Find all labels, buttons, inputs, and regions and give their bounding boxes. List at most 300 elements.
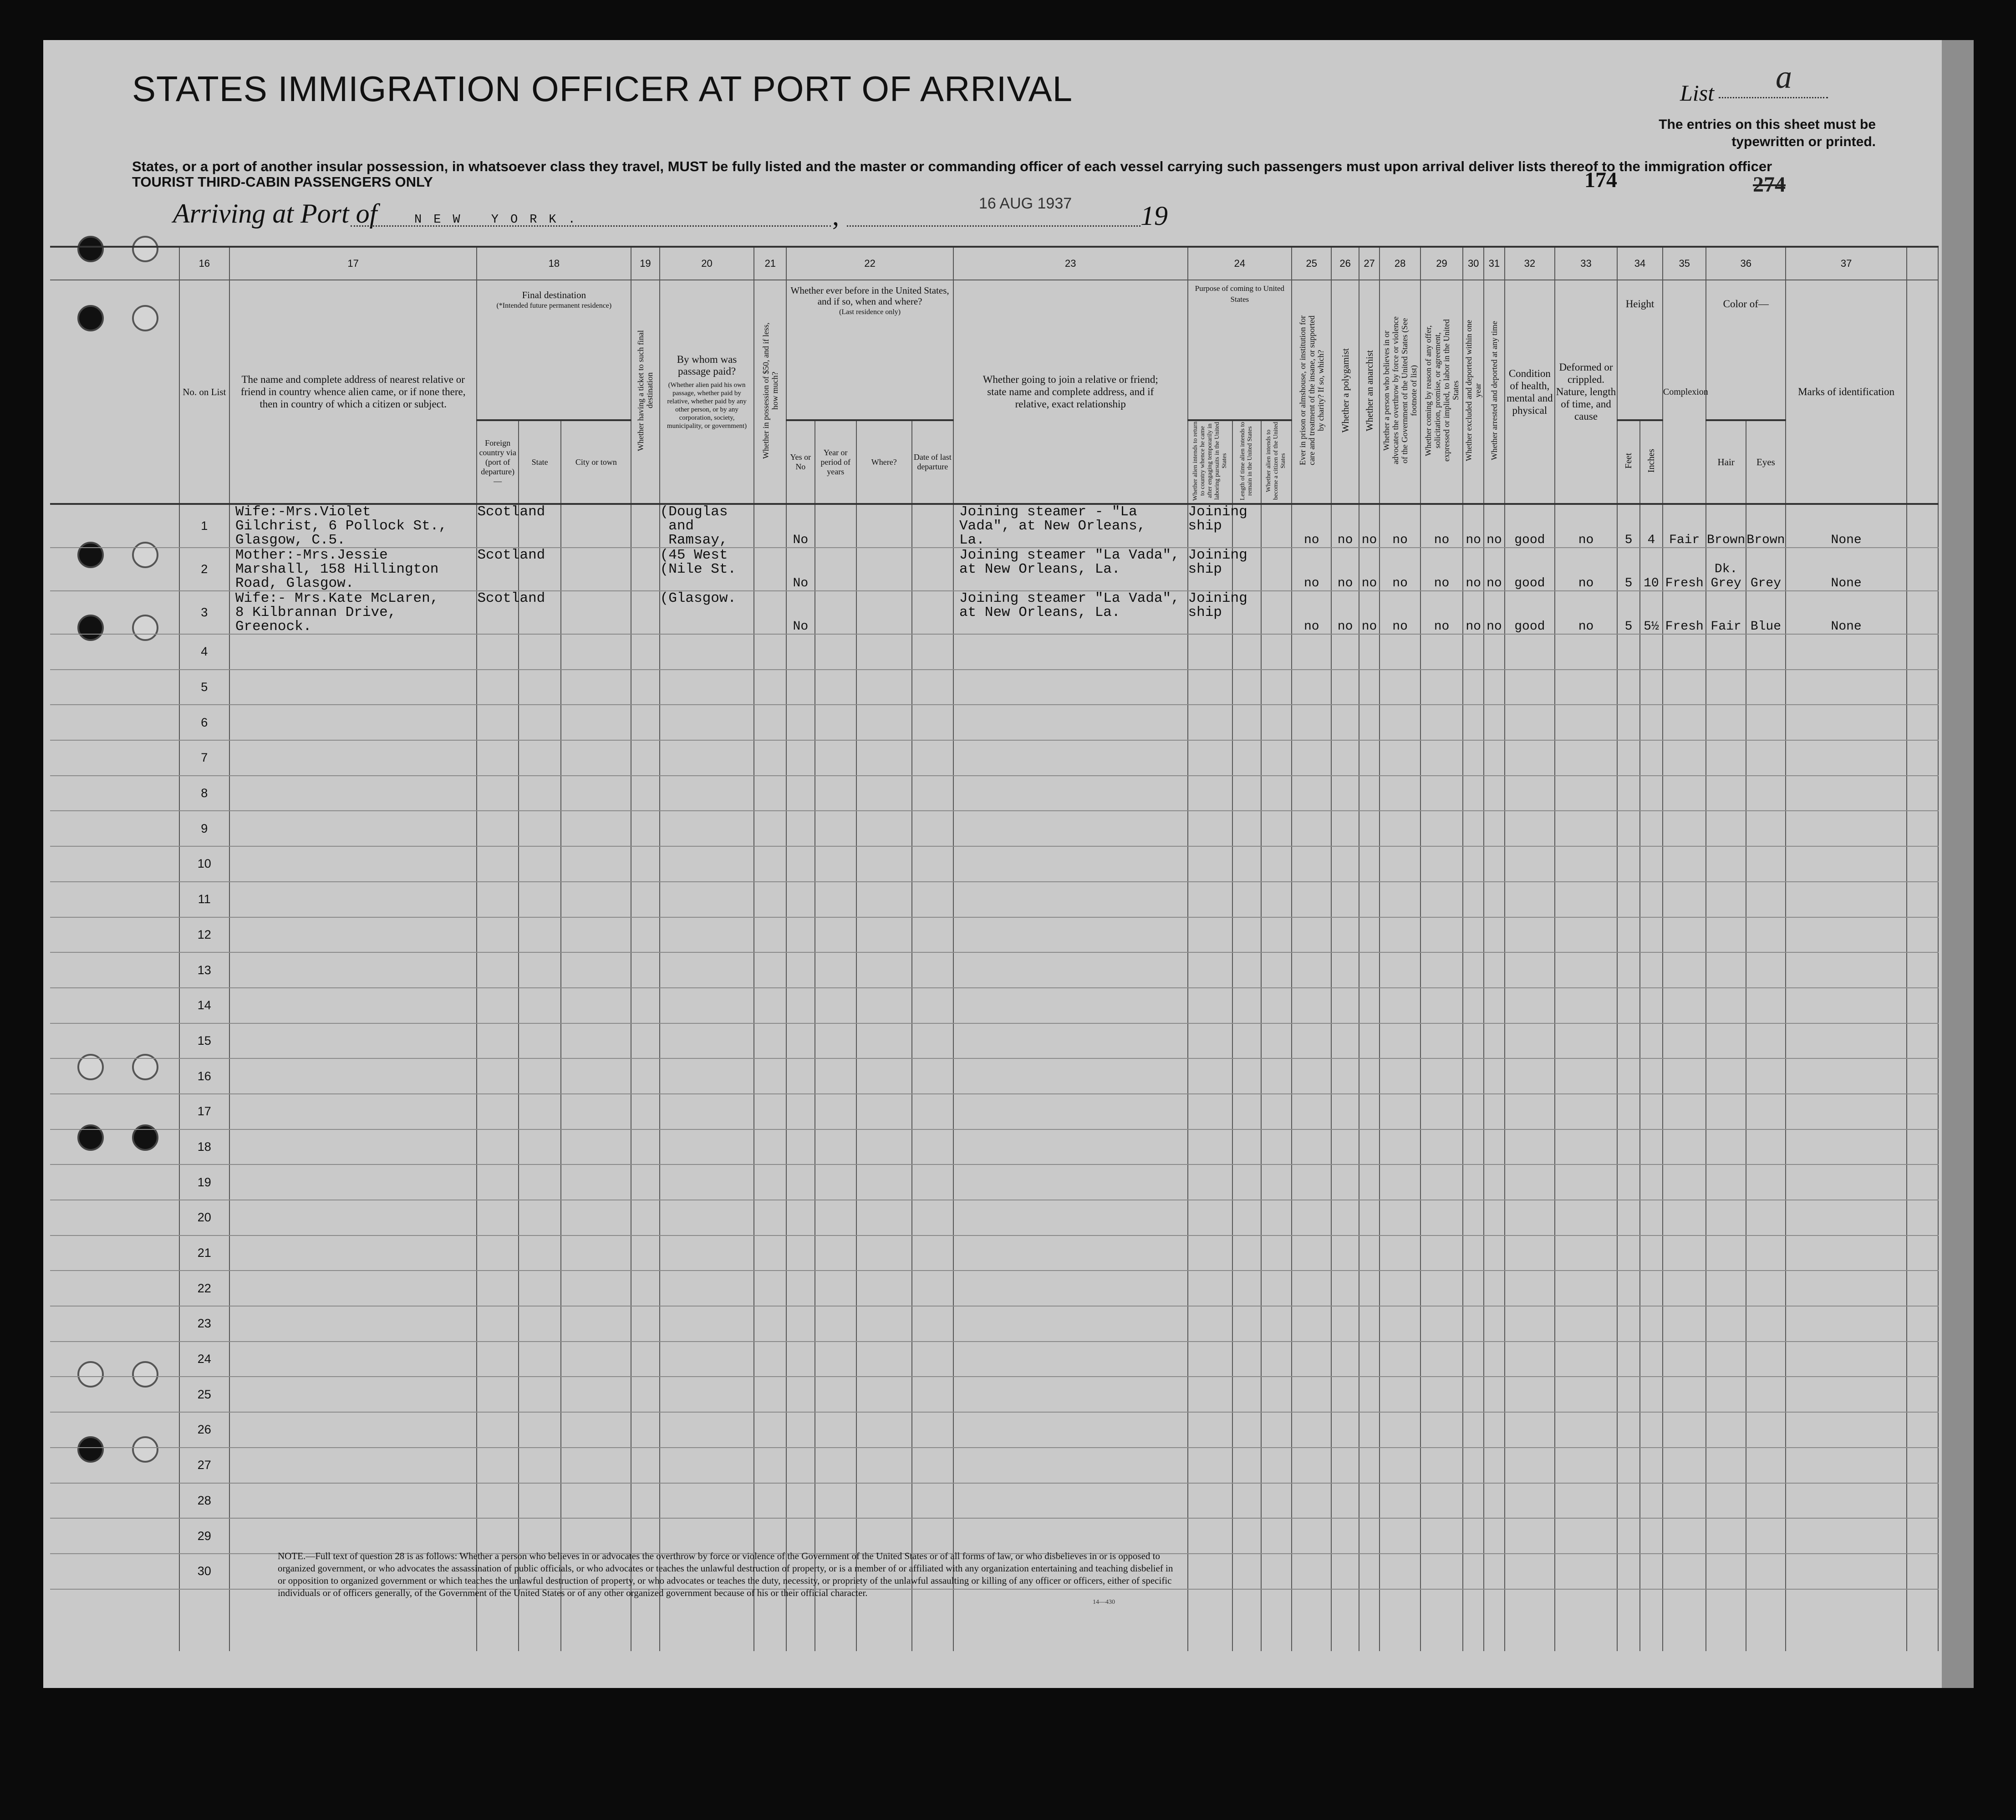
cell-joining (953, 846, 1187, 882)
cell-health (1505, 776, 1555, 811)
cell-advocates (1380, 776, 1420, 811)
cell-length (1232, 988, 1261, 1023)
cell-joining (953, 1094, 1187, 1129)
cell-offer (1420, 1058, 1463, 1094)
cell-advocates: no (1380, 548, 1420, 591)
cell-departure (912, 1094, 954, 1129)
cell-purpose (1188, 1271, 1233, 1306)
cell-anarchist (1359, 1342, 1380, 1377)
cell-complexion: Fresh (1663, 591, 1706, 634)
cell-offer (1420, 1023, 1463, 1059)
cell-foreign (477, 846, 518, 882)
cell-money (754, 670, 786, 705)
cell-departure (912, 1271, 954, 1306)
cell-health (1505, 1023, 1555, 1059)
cell-length (1232, 1306, 1261, 1342)
cell-length (1232, 1554, 1261, 1589)
table-row (50, 882, 1938, 917)
cell-foreign (477, 1306, 518, 1342)
cell-purpose (1188, 740, 1233, 776)
header-complexion: Complexion (1663, 280, 1706, 504)
cell-money (754, 1129, 786, 1165)
cell-city (561, 988, 631, 1023)
cell-anarchist (1359, 1554, 1380, 1589)
row-number: 16 (179, 1058, 229, 1094)
cell-inches (1640, 1023, 1663, 1059)
cell-relative: Wife:- Mrs.Kate McLaren, 8 Kilbrannan Drive, Greenock. (229, 591, 477, 634)
cell-eyes (1746, 740, 1786, 776)
cell-paid-by: (45 West (Nile St. (660, 548, 754, 591)
cell-foreign (477, 670, 518, 705)
cell-where (856, 1164, 912, 1200)
cell-excluded (1463, 1412, 1484, 1448)
cell-complexion (1663, 1164, 1706, 1200)
cell-purpose (1188, 1058, 1233, 1094)
cell-relative (229, 1412, 477, 1448)
row-number: 9 (179, 811, 229, 846)
cell-foreign (477, 917, 518, 953)
cell-ticket (631, 1412, 659, 1448)
cell-marks (1786, 846, 1907, 882)
cell-arrested (1484, 882, 1505, 917)
cell-before-yes-no (786, 846, 815, 882)
table-row (50, 917, 1938, 953)
table-row (50, 740, 1938, 776)
cell-ticket (631, 1271, 659, 1306)
cell-foreign (477, 1342, 518, 1377)
cell-departure (912, 1129, 954, 1165)
cell-relative (229, 988, 477, 1023)
cell-prison (1292, 1271, 1331, 1306)
column-number: 17 (229, 247, 477, 280)
cell-purpose: Joining ship (1188, 504, 1233, 548)
cell-paid-by (660, 1483, 754, 1519)
cell-years (815, 1342, 856, 1377)
cell-length (1232, 740, 1261, 776)
cell-where (856, 1058, 912, 1094)
cell-health (1505, 811, 1555, 846)
cell-before-yes-no (786, 1129, 815, 1165)
cell-prison (1292, 1377, 1331, 1412)
column-number: 18 (477, 247, 631, 280)
cell-departure (912, 917, 954, 953)
cell-paid-by (660, 1306, 754, 1342)
cell-excluded (1463, 988, 1484, 1023)
header-prison-text: Ever in prison or almshouse, or institution for care and treatment of the insane, or supported by charity? If so, which? (1298, 315, 1325, 466)
cell-deformed: no (1555, 548, 1617, 591)
cell-relative (229, 1271, 477, 1306)
table-row (50, 1483, 1938, 1519)
row-number: 7 (179, 740, 229, 776)
cell-prison (1292, 740, 1331, 776)
cell-inches (1640, 1448, 1663, 1483)
cell-years (815, 846, 856, 882)
cell-before-yes-no: No (786, 591, 815, 634)
cell-offer (1420, 1164, 1463, 1200)
cell-foreign (477, 740, 518, 776)
cell-anarchist (1359, 1448, 1380, 1483)
cell-citizen (1261, 1448, 1292, 1483)
cell-prison (1292, 670, 1331, 705)
cell-money (754, 846, 786, 882)
cell-health (1505, 1342, 1555, 1377)
cell-offer (1420, 634, 1463, 670)
cell-before-yes-no (786, 1377, 815, 1412)
cell-before-yes-no (786, 988, 815, 1023)
cell-advocates (1380, 1518, 1420, 1554)
cell-complexion (1663, 1342, 1706, 1377)
cell-eyes (1746, 846, 1786, 882)
cell-purpose (1188, 988, 1233, 1023)
cell-deformed (1555, 1094, 1617, 1129)
cell-before-yes-no (786, 1271, 815, 1306)
cell-offer (1420, 882, 1463, 917)
cell-marks (1786, 1377, 1907, 1412)
cell-offer (1420, 1094, 1463, 1129)
cell-city (561, 952, 631, 988)
cell-departure (912, 670, 954, 705)
cell-prison (1292, 1448, 1331, 1483)
header-relative: The name and complete address of nearest relative or friend in country whence alien came, or if none there, then in country of which a citizen or subject. (229, 280, 477, 504)
cell-inches (1640, 1129, 1663, 1165)
header-eyes: Eyes (1746, 420, 1786, 504)
cell-hair (1706, 705, 1746, 740)
cell-eyes (1746, 670, 1786, 705)
cell-joining: Joining steamer - "La Vada", at New Orleans, La. (953, 504, 1187, 548)
cell-ticket (631, 1518, 659, 1554)
table-row (50, 1518, 1938, 1554)
cell-before-yes-no (786, 1448, 815, 1483)
cell-state (519, 1306, 561, 1342)
cell-where (856, 1518, 912, 1554)
cell-length (1232, 1271, 1261, 1306)
header-prison (1292, 280, 1331, 504)
cell-anarchist (1359, 988, 1380, 1023)
cell-complexion (1663, 1377, 1706, 1412)
cell-prison (1292, 1306, 1331, 1342)
cell-citizen (1261, 811, 1292, 846)
cell-before-yes-no (786, 1058, 815, 1094)
cell-polygamist (1331, 1483, 1359, 1519)
cell-relative (229, 740, 477, 776)
cell-purpose (1188, 634, 1233, 670)
cell-state (519, 1377, 561, 1412)
cell-anarchist (1359, 952, 1380, 988)
cell-complexion (1663, 740, 1706, 776)
passenger-class-line: TOURIST THIRD-CABIN PASSENGERS ONLY (132, 174, 433, 190)
cell-joining (953, 952, 1187, 988)
row-number: 21 (179, 1235, 229, 1271)
cell-arrested (1484, 705, 1505, 740)
cell-relative (229, 776, 477, 811)
cell-arrested (1484, 670, 1505, 705)
cell-before-yes-no (786, 634, 815, 670)
cell-prison (1292, 705, 1331, 740)
cell-marks (1786, 1094, 1907, 1129)
cell-where (856, 1129, 912, 1165)
table-row (50, 1342, 1938, 1377)
cell-inches (1640, 670, 1663, 705)
cell-anarchist (1359, 776, 1380, 811)
cell-eyes (1746, 1235, 1786, 1271)
cell-marks (1786, 1200, 1907, 1235)
cell-advocates (1380, 952, 1420, 988)
cell-before-yes-no (786, 882, 815, 917)
cell-ticket (631, 776, 659, 811)
cell-polygamist (1331, 1518, 1359, 1554)
cell-years (815, 1306, 856, 1342)
cell-complexion (1663, 846, 1706, 882)
cell-paid-by (660, 740, 754, 776)
column-number: 27 (1359, 247, 1380, 280)
cell-joining (953, 1306, 1187, 1342)
cell-health (1505, 1412, 1555, 1448)
cell-city (561, 1306, 631, 1342)
cell-arrested (1484, 1342, 1505, 1377)
cell-where (856, 634, 912, 670)
cell-offer (1420, 1129, 1463, 1165)
cell-where (856, 1235, 912, 1271)
cell-relative (229, 1235, 477, 1271)
cell-hair: Brown (1706, 504, 1746, 548)
cell-money (754, 740, 786, 776)
cell-complexion (1663, 1306, 1706, 1342)
cell-citizen (1261, 1342, 1292, 1377)
cell-departure (912, 811, 954, 846)
cell-marks (1786, 670, 1907, 705)
cell-polygamist (1331, 1200, 1359, 1235)
cell-paid-by (660, 705, 754, 740)
cell-arrested (1484, 846, 1505, 882)
cell-ticket (631, 1342, 659, 1377)
column-number: 23 (953, 247, 1187, 280)
cell-prison (1292, 1058, 1331, 1094)
cell-arrested (1484, 1129, 1505, 1165)
cell-length (1232, 1129, 1261, 1165)
column-number: 29 (1420, 247, 1463, 280)
header-excluded (1463, 280, 1484, 504)
arriving-comma: , (832, 201, 839, 231)
cell-years (815, 1023, 856, 1059)
cell-relative (229, 1023, 477, 1059)
cell-foreign (477, 1164, 518, 1200)
cell-arrested (1484, 811, 1505, 846)
cell-eyes: Grey (1746, 548, 1786, 591)
cell-inches (1640, 1235, 1663, 1271)
cell-excluded (1463, 670, 1484, 705)
cell-complexion (1663, 1448, 1706, 1483)
cell-before-yes-no (786, 1200, 815, 1235)
cell-years (815, 1412, 856, 1448)
cell-health (1505, 1377, 1555, 1412)
cell-health (1505, 1554, 1555, 1589)
cell-health (1505, 1129, 1555, 1165)
cell-prison (1292, 882, 1331, 917)
header-yes-no: Yes or No (786, 420, 815, 504)
cell-ticket (631, 504, 659, 548)
cell-eyes (1746, 776, 1786, 811)
cell-eyes (1746, 1023, 1786, 1059)
cell-inches (1640, 1058, 1663, 1094)
cell-money (754, 1412, 786, 1448)
cell-advocates (1380, 1094, 1420, 1129)
cell-feet (1617, 634, 1640, 670)
cell-where (856, 1200, 912, 1235)
cell-departure (912, 1164, 954, 1200)
cell-arrested (1484, 1094, 1505, 1129)
cell-state (519, 670, 561, 705)
cell-advocates (1380, 670, 1420, 705)
header-ticket (631, 280, 659, 504)
cell-eyes (1746, 988, 1786, 1023)
cell-inches (1640, 1200, 1663, 1235)
cell-length (1232, 917, 1261, 953)
cell-relative: Wife:-Mrs.Violet Gilchrist, 6 Pollock St., Glasgow, C.5. (229, 504, 477, 548)
cell-health (1505, 1518, 1555, 1554)
cell-foreign (477, 988, 518, 1023)
cell-health (1505, 1200, 1555, 1235)
cell-health: good (1505, 591, 1555, 634)
cell-years (815, 1448, 856, 1483)
cell-deformed: no (1555, 591, 1617, 634)
cell-feet (1617, 776, 1640, 811)
cell-feet (1617, 1483, 1640, 1519)
cell-deformed (1555, 1271, 1617, 1306)
cell-complexion (1663, 1200, 1706, 1235)
cell-state (519, 1058, 561, 1094)
cell-city (561, 1377, 631, 1412)
cell-eyes (1746, 705, 1786, 740)
cell-marks (1786, 1483, 1907, 1519)
cell-money (754, 1483, 786, 1519)
cell-years (815, 811, 856, 846)
cell-foreign (477, 776, 518, 811)
cell-marks (1786, 705, 1907, 740)
table-row (50, 1094, 1938, 1129)
cell-city (561, 548, 631, 591)
cell-state (519, 776, 561, 811)
cell-before-yes-no (786, 740, 815, 776)
header-polygamist (1331, 280, 1359, 504)
cell-relative (229, 1483, 477, 1519)
cell-where (856, 1094, 912, 1129)
header-before-in-us (786, 280, 953, 420)
header-anarchist (1359, 280, 1380, 504)
footnote: NOTE.—Full text of question 28 is as follows: Whether a person who believes in or advocates the overthrow by force or violence of the Government of the United States or of all forms of law, or who disbelieves in or is opposed to organized government, or who advocates the assassination of public officials, or who advocates or teaches the unlawful destruction of property, or is a member of or affiliated with any organization entertaining and teaching disbelief in or opposition to organized government or which teaches the unlawful destruction of property, or who advocates or teaches the duty, necessity, or propriety of the unlawful assaulting or killing of any officer or officers, either of specific individuals or of officers generally, of the Government of the United States or of any other organized government because of his or their official character. (278, 1551, 1173, 1598)
header-length-of-stay-text: Length of time alien intends to remain in the United States (1239, 422, 1254, 500)
cell-years (815, 1518, 856, 1554)
cell-offer (1420, 740, 1463, 776)
cell-citizen (1261, 917, 1292, 953)
cell-offer (1420, 1271, 1463, 1306)
cell-length (1232, 1164, 1261, 1200)
cell-purpose (1188, 846, 1233, 882)
cell-polygamist (1331, 1094, 1359, 1129)
cell-advocates (1380, 1129, 1420, 1165)
cell-citizen (1261, 776, 1292, 811)
cell-excluded (1463, 1200, 1484, 1235)
column-number: 24 (1188, 247, 1292, 280)
cell-anarchist (1359, 1377, 1380, 1412)
cell-city (561, 1200, 631, 1235)
cell-citizen (1261, 548, 1292, 591)
cell-length (1232, 1235, 1261, 1271)
cell-anarchist (1359, 1058, 1380, 1094)
cell-foreign (477, 1023, 518, 1059)
cell-city (561, 776, 631, 811)
cell-purpose: Joining ship (1188, 548, 1233, 591)
cell-offer (1420, 1306, 1463, 1342)
cell-ticket (631, 1129, 659, 1165)
row-number: 20 (179, 1200, 229, 1235)
cell-years (815, 1129, 856, 1165)
cell-purpose (1188, 705, 1233, 740)
cell-advocates (1380, 1554, 1420, 1589)
cell-ticket (631, 1377, 659, 1412)
cell-advocates (1380, 740, 1420, 776)
cell-departure (912, 548, 954, 591)
cell-eyes (1746, 952, 1786, 988)
cell-city (561, 634, 631, 670)
cell-purpose (1188, 1164, 1233, 1200)
cell-hair (1706, 952, 1746, 988)
header-advocates (1380, 280, 1420, 504)
cell-anarchist (1359, 634, 1380, 670)
header-before-in-us-note: (Last residence only) (839, 308, 901, 316)
cell-feet: 5 (1617, 504, 1640, 548)
cell-joining (953, 811, 1187, 846)
cell-joining (953, 776, 1187, 811)
cell-prison (1292, 1235, 1331, 1271)
column-number: 37 (1786, 247, 1907, 280)
cell-where (856, 670, 912, 705)
table-row (50, 846, 1938, 882)
cell-excluded (1463, 917, 1484, 953)
cell-eyes (1746, 634, 1786, 670)
cell-health (1505, 1271, 1555, 1306)
header-final-destination (477, 280, 631, 420)
cell-foreign (477, 1271, 518, 1306)
table-row (50, 1164, 1938, 1200)
table-row (50, 504, 1938, 548)
cell-joining (953, 1518, 1187, 1554)
cell-money (754, 988, 786, 1023)
cell-inches (1640, 988, 1663, 1023)
cell-joining: Joining steamer "La Vada", at New Orleans, La. (953, 591, 1187, 634)
cell-length (1232, 1412, 1261, 1448)
row-number: 6 (179, 705, 229, 740)
cell-paid-by (660, 1377, 754, 1412)
cell-feet (1617, 1164, 1640, 1200)
cell-years (815, 1235, 856, 1271)
cell-eyes: Brown (1746, 504, 1786, 548)
cell-money (754, 1342, 786, 1377)
cell-polygamist (1331, 634, 1359, 670)
cell-deformed (1555, 705, 1617, 740)
cell-foreign (477, 1448, 518, 1483)
cell-inches (1640, 952, 1663, 988)
cell-relative (229, 952, 477, 988)
cell-feet: 5 (1617, 591, 1640, 634)
cell-polygamist (1331, 670, 1359, 705)
column-number: 25 (1292, 247, 1331, 280)
cell-inches (1640, 1412, 1663, 1448)
cell-purpose (1188, 1200, 1233, 1235)
cell-citizen (1261, 988, 1292, 1023)
cell-excluded (1463, 1058, 1484, 1094)
cell-inches (1640, 917, 1663, 953)
cell-feet (1617, 1518, 1640, 1554)
